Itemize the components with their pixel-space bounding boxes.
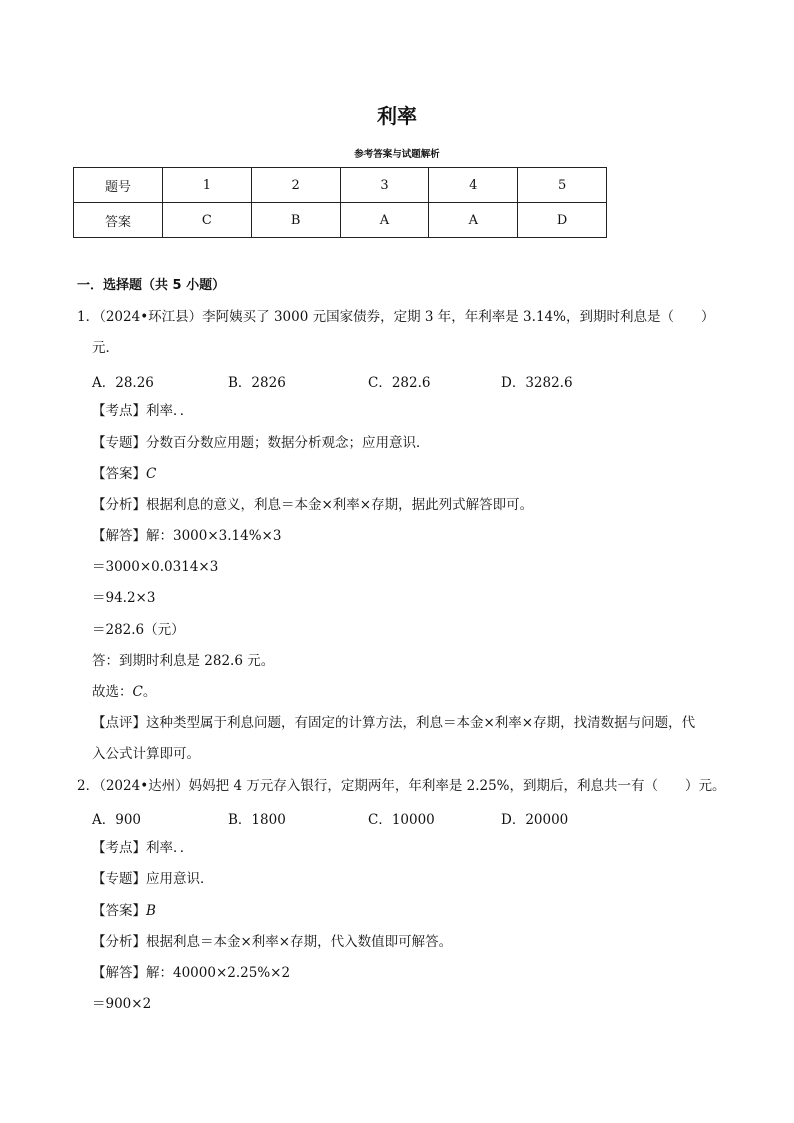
q1-reply: 答：到期时利息是 282.6 元。 — [92, 653, 275, 669]
q1-choice — [92, 683, 156, 701]
q1-answer — [92, 465, 156, 483]
section-title: 一．选择题（共 5 小题） — [77, 278, 226, 293]
q1-choice-label: 故选： — [92, 684, 133, 700]
page-title: 利率 — [377, 104, 417, 128]
answer-table — [73, 167, 607, 238]
q2-fenxi: 【分析】根据利息＝本金×利率×存期，代入数值即可解答。 — [92, 934, 453, 950]
q2-answer-value: B — [146, 903, 156, 919]
table-cell: 2 — [251, 168, 340, 203]
table-row-numbers — [74, 168, 607, 203]
q1-dianping-line2: 入公式计算即可。 — [92, 746, 200, 762]
q1-option-d: D．3282.6 — [501, 375, 573, 391]
table-cell: C — [163, 203, 252, 238]
q1-stem-line1: 1．（2024•环江县）李阿姨买了 3000 元国家债券，定期 3 年，年利率是 3.14%，到期时利息是（ ） — [77, 309, 715, 325]
q1-choice-value: C — [132, 684, 143, 700]
table-cell: D — [518, 203, 607, 238]
q1-answer-value: C — [146, 466, 157, 482]
q2-option-b: B．1800 — [228, 812, 286, 828]
q2-jieda: 【解答】解：40000×2.25%×2 — [92, 965, 291, 981]
q1-kaodian: 【考点】利率．． — [92, 403, 194, 419]
q2-option-d: D．20000 — [501, 812, 569, 828]
table-cell: 1 — [163, 168, 252, 203]
q1-option-a: A．28.26 — [92, 375, 154, 391]
q1-option-b: B．2826 — [228, 375, 286, 391]
q1-dianping-line1: 【点评】这种类型属于利息问题，有固定的计算方法，利息＝本金×利率×存期，找清数据与问题，代 — [92, 715, 696, 731]
q1-choice-end: 。 — [142, 684, 157, 700]
q1-step3: ＝282.6（元） — [92, 622, 185, 638]
q1-zhuanti: 【专题】分数百分数应用题；数据分析观念；应用意识． — [92, 435, 430, 451]
table-row-answers — [74, 203, 607, 238]
page-subtitle: 参考答案与试题解析 — [354, 149, 440, 160]
q2-step1: ＝900×2 — [92, 996, 152, 1012]
q2-option-c: C．10000 — [368, 812, 435, 828]
table-header-label: 题号 — [74, 168, 163, 203]
table-cell: A — [429, 203, 518, 238]
q2-zhuanti: 【专题】应用意识． — [92, 871, 214, 887]
q1-answer-label: 【答案】 — [92, 466, 146, 482]
q1-fenxi: 【分析】根据利息的意义，利息＝本金×利率×存期，据此列式解答即可。 — [92, 497, 534, 513]
table-answer-label: 答案 — [74, 203, 163, 238]
q2-stem-line1: 2．（2024•达州）妈妈把 4 万元存入银行，定期两年，年利率是 2.25%，到期后，利息共一有（ ）元。 — [77, 778, 726, 794]
table-cell: 5 — [518, 168, 607, 203]
q2-answer-label: 【答案】 — [92, 903, 146, 919]
q1-step2: ＝94.2×3 — [92, 590, 156, 606]
table-cell: 4 — [429, 168, 518, 203]
q1-option-c: C．282.6 — [368, 375, 431, 391]
q2-kaodian: 【考点】利率．． — [92, 840, 194, 856]
table-cell: A — [340, 203, 429, 238]
q1-jieda: 【解答】解：3000×3.14%×3 — [92, 528, 282, 544]
table-cell: B — [251, 203, 340, 238]
table-cell: 3 — [340, 168, 429, 203]
q2-answer — [92, 902, 156, 920]
q1-stem-line2: 元． — [92, 340, 119, 356]
q2-option-a: A．900 — [92, 812, 142, 828]
q1-step1: ＝3000×0.0314×3 — [92, 559, 219, 575]
